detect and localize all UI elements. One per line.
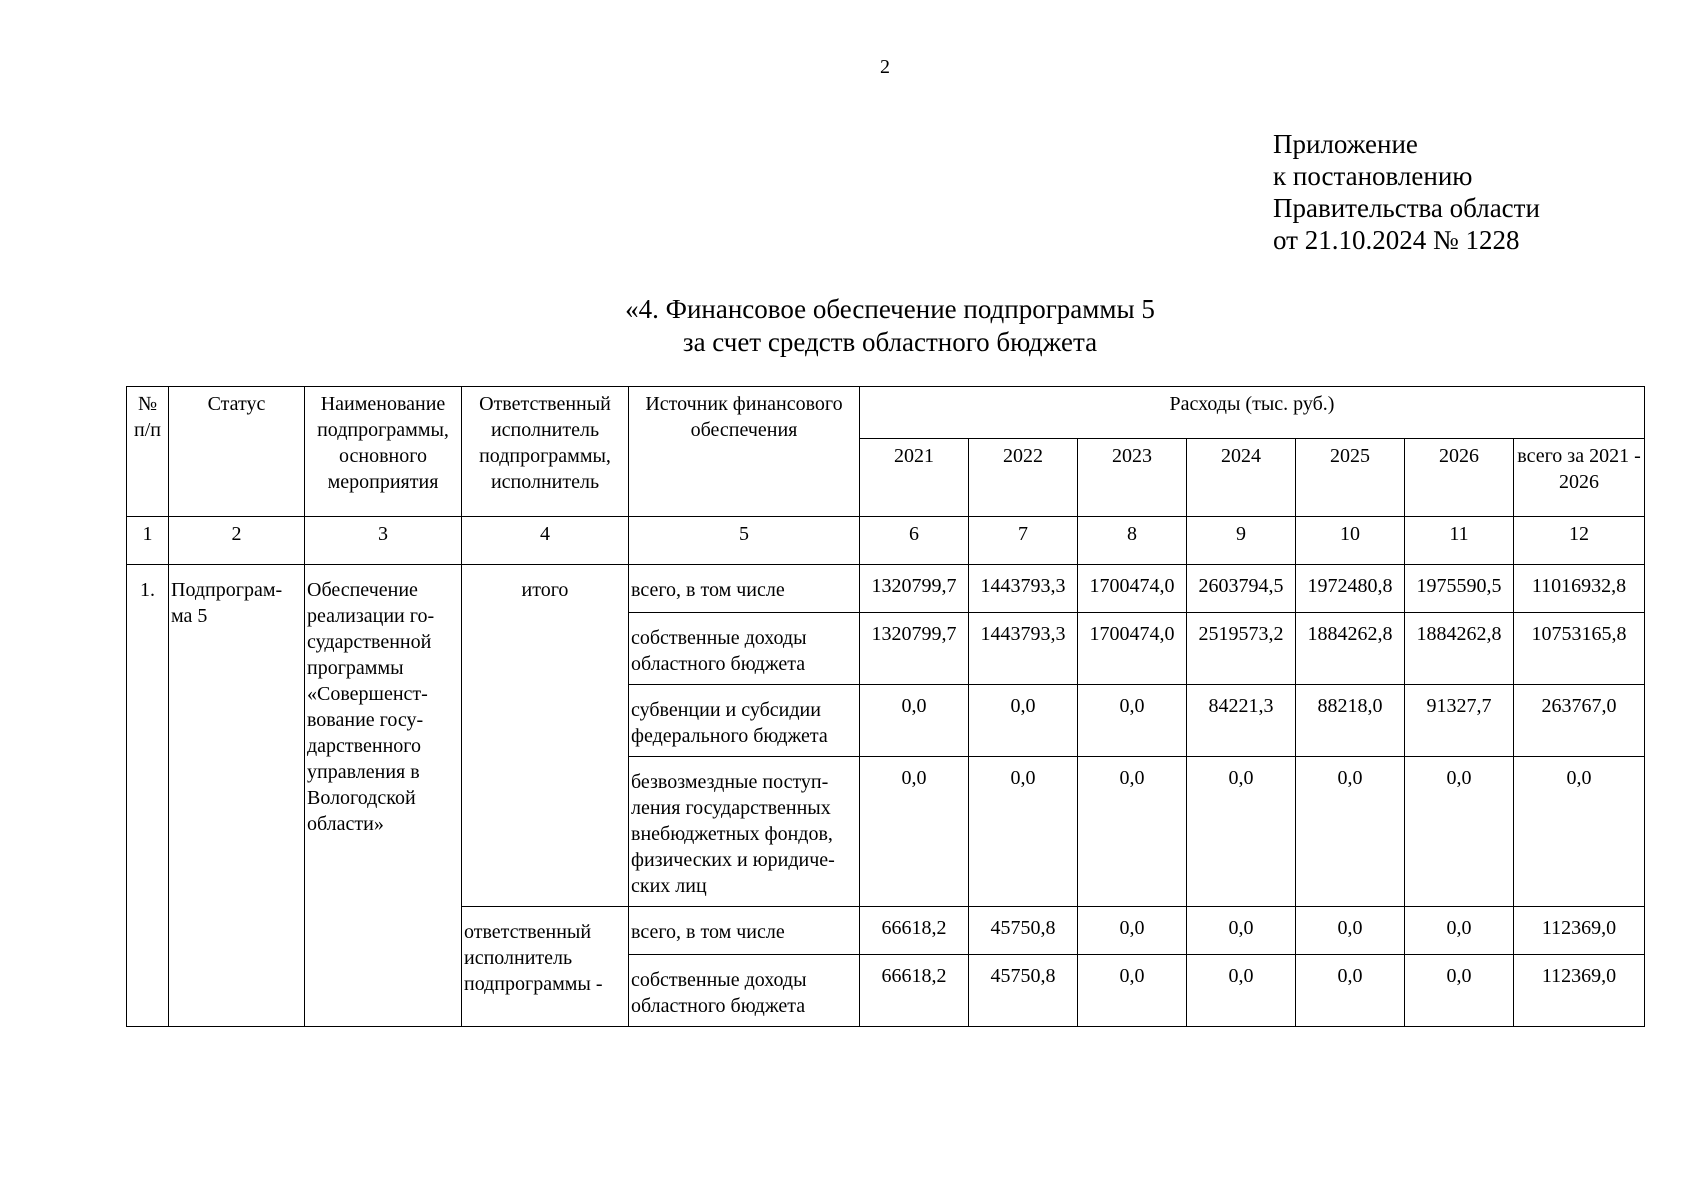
- col-number: 4: [462, 517, 629, 565]
- source-cell: всего, в том числе: [629, 907, 860, 955]
- header-year: 2024: [1187, 439, 1296, 517]
- source-cell: собственные доходы областного бюджета: [629, 955, 860, 1027]
- col-number: 5: [629, 517, 860, 565]
- col-number: 6: [860, 517, 969, 565]
- value-cell: 66618,2: [860, 955, 969, 1027]
- value-cell: 0,0: [969, 757, 1078, 907]
- document-title: [420, 293, 1360, 359]
- header-executor: Ответственный исполнитель подпрограммы, исполнитель: [462, 387, 629, 517]
- finance-table: [126, 386, 1645, 1027]
- value-cell: 1884262,8: [1405, 613, 1514, 685]
- title-line: «4. Финансовое обеспечение подпрограммы 5: [625, 294, 1155, 324]
- value-cell: 0,0: [969, 685, 1078, 757]
- header-expenses: Расходы (тыс. руб.): [860, 387, 1645, 439]
- status-cell: Подпрограм-ма 5: [169, 565, 305, 1027]
- col-number: 3: [305, 517, 462, 565]
- header-total: всего за 2021 - 2026: [1514, 439, 1645, 517]
- subprogram-name: Обеспечение реализации го-сударственной программы «Совершенст-вование госу-дарственного управления в Вологодской области»: [305, 565, 462, 1027]
- col-number: 2: [169, 517, 305, 565]
- source-cell: безвозмездные поступ-ления государственных внебюджетных фондов, физических и юридиче-ских лиц: [629, 757, 860, 907]
- value-cell: 0,0: [860, 685, 969, 757]
- header-name: Наименование подпрограммы, основного мероприятия: [305, 387, 462, 517]
- appendix-line: к постановлению: [1273, 161, 1473, 191]
- value-cell: 2603794,5: [1187, 565, 1296, 613]
- value-cell: 0,0: [1187, 955, 1296, 1027]
- row-number: 1.: [127, 565, 169, 1027]
- value-cell: 1700474,0: [1078, 565, 1187, 613]
- value-cell: 263767,0: [1514, 685, 1645, 757]
- value-cell: 45750,8: [969, 955, 1078, 1027]
- header-year: 2026: [1405, 439, 1514, 517]
- value-cell: 1320799,7: [860, 613, 969, 685]
- appendix-block: [1273, 128, 1540, 256]
- executor-cell: итого: [462, 565, 629, 907]
- value-cell: 45750,8: [969, 907, 1078, 955]
- value-cell: 0,0: [1296, 757, 1405, 907]
- source-cell: всего, в том числе: [629, 565, 860, 613]
- value-cell: 0,0: [1187, 907, 1296, 955]
- value-cell: 0,0: [1296, 907, 1405, 955]
- value-cell: 1975590,5: [1405, 565, 1514, 613]
- source-cell: субвенции и субсидии федерального бюджета: [629, 685, 860, 757]
- value-cell: 1884262,8: [1296, 613, 1405, 685]
- value-cell: 0,0: [1405, 757, 1514, 907]
- table-row: [127, 565, 1645, 613]
- value-cell: 0,0: [1405, 907, 1514, 955]
- value-cell: 1320799,7: [860, 565, 969, 613]
- col-number: 11: [1405, 517, 1514, 565]
- value-cell: 0,0: [1514, 757, 1645, 907]
- col-number: 9: [1187, 517, 1296, 565]
- value-cell: 0,0: [860, 757, 969, 907]
- value-cell: 1972480,8: [1296, 565, 1405, 613]
- header-source: Источник финансового обеспечения: [629, 387, 860, 517]
- source-cell: собственные доходы областного бюджета: [629, 613, 860, 685]
- header-num: № п/п: [127, 387, 169, 517]
- value-cell: 112369,0: [1514, 907, 1645, 955]
- value-cell: 0,0: [1078, 757, 1187, 907]
- value-cell: 66618,2: [860, 907, 969, 955]
- value-cell: 0,0: [1187, 757, 1296, 907]
- header-year: 2022: [969, 439, 1078, 517]
- header-year: 2025: [1296, 439, 1405, 517]
- value-cell: 88218,0: [1296, 685, 1405, 757]
- value-cell: 10753165,8: [1514, 613, 1645, 685]
- page-number: 2: [880, 56, 890, 78]
- value-cell: 0,0: [1078, 685, 1187, 757]
- appendix-line: Правительства области: [1273, 193, 1540, 223]
- col-number: 8: [1078, 517, 1187, 565]
- value-cell: 91327,7: [1405, 685, 1514, 757]
- col-number: 1: [127, 517, 169, 565]
- col-number: 12: [1514, 517, 1645, 565]
- appendix-date-number: от 21.10.2024 № 1228: [1273, 225, 1520, 255]
- value-cell: 0,0: [1078, 907, 1187, 955]
- title-line: за счет средств областного бюджета: [682, 327, 1098, 357]
- value-cell: 0,0: [1405, 955, 1514, 1027]
- header-year: 2021: [860, 439, 969, 517]
- value-cell: 84221,3: [1187, 685, 1296, 757]
- value-cell: 1700474,0: [1078, 613, 1187, 685]
- executor-cell: ответственный исполнитель подпрограммы -: [462, 907, 629, 1027]
- value-cell: 112369,0: [1514, 955, 1645, 1027]
- value-cell: 0,0: [1078, 955, 1187, 1027]
- header-year: 2023: [1078, 439, 1187, 517]
- value-cell: 11016932,8: [1514, 565, 1645, 613]
- value-cell: 0,0: [1296, 955, 1405, 1027]
- value-cell: 1443793,3: [969, 565, 1078, 613]
- appendix-line: Приложение: [1273, 129, 1418, 159]
- header-status: Статус: [169, 387, 305, 517]
- col-number: 7: [969, 517, 1078, 565]
- col-number: 10: [1296, 517, 1405, 565]
- value-cell: 1443793,3: [969, 613, 1078, 685]
- value-cell: 2519573,2: [1187, 613, 1296, 685]
